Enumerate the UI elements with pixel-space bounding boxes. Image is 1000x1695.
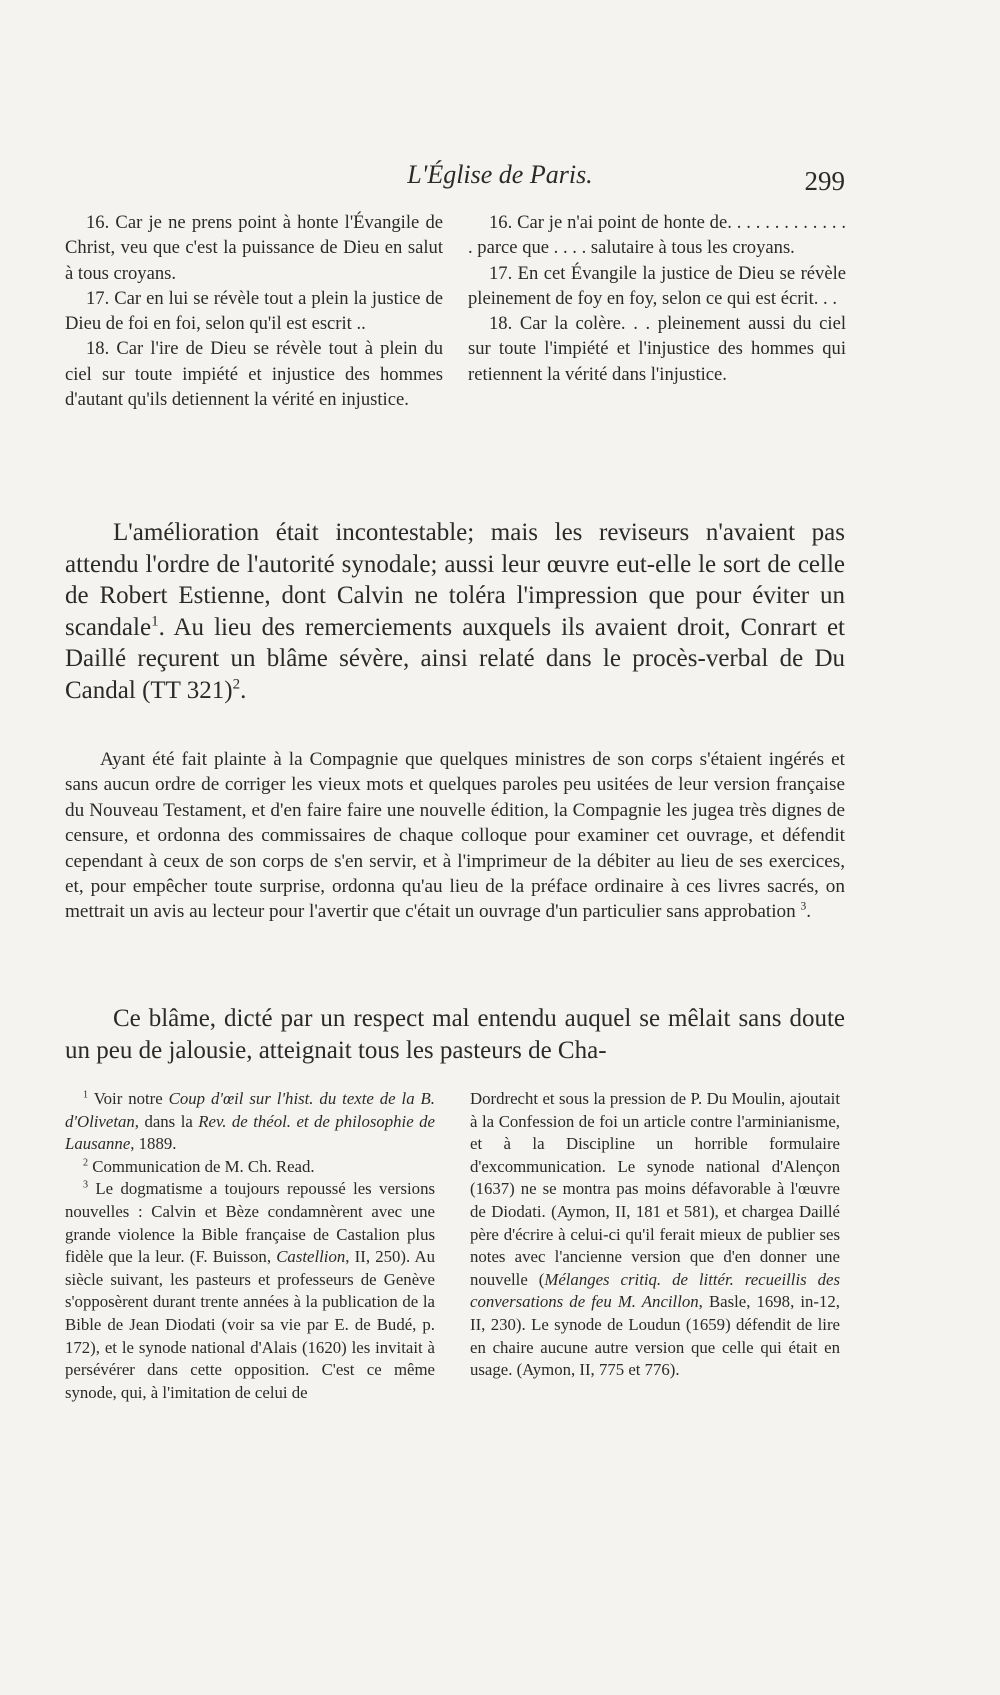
footnote-number: 3 <box>83 1179 89 1191</box>
footnote-text: , 1889. <box>130 1134 177 1154</box>
footnote-ref: 3 <box>800 901 807 914</box>
footnote-3 <box>65 1178 435 1404</box>
footnote-number: 2 <box>83 1157 89 1169</box>
quote-text: Ayant été fait plainte à la Compagnie que quelques ministres de son corps s'étaient ingérés et sans aucun ordre de corriger les vieux mots et quelques paroles peu usitées de leur version française du Nouveau Testament, et d'en faire faire une nouvelle édition, la Compagnie les jugea très dignes de censure, et ordonna des commissaires de chaque colloque pour examiner cet ouvrage, et défendit cependant à ceux de son corps de s'en servir, et à l'imprimeur de la débiter au lieu de ses exercices, et, pour empêcher toute surprise, ordonna qu'au lieu de la préface ordinaire à ces livres sacrés, on mettrait un avis au lecteur pour l'avertir que c'était un ouvrage d'un particulier sans approbation <box>65 749 845 923</box>
paragraph-text: . <box>240 676 247 704</box>
verse-17-right: 17. En cet Évangile la justice de Dieu se révèle pleinement de foy en foy, selon ce qui est écrit. . . <box>468 262 846 309</box>
paragraph-text: . Au lieu des remerciements auxquels ils avaient droit, Conrart et Daillé reçurent un blâme sévère, ainsi relaté dans le procès-verbal de Du Candal (TT 321) <box>65 613 845 704</box>
parallel-text-left-column <box>65 210 443 412</box>
body-paragraph <box>65 517 845 706</box>
footnote-text: , Basle, 1698, in-12, II, 230). Le synode de Loudun (1659) défendit de lire en chaire aucune autre version que celle qui était en usage. (Aymon, II, 775 et 776). <box>470 1292 840 1380</box>
verse-18-left: 18. Car l'ire de Dieu se révèle tout à plein du ciel sur toute impiété et injustice des hommes d'autant qu'ils detiennent la vérité en injustice. <box>65 338 443 411</box>
footnotes-left-column <box>65 1088 435 1404</box>
footnote-text: , dans la <box>134 1111 199 1131</box>
running-title: L'Église de Paris. <box>407 160 593 189</box>
verse-17-left: 17. Car en lui se révèle tout a plein la justice de Dieu de foi en foi, selon qu'il est escrit .. <box>65 287 443 335</box>
quote-text: . <box>806 901 812 923</box>
footnote-1 <box>65 1088 435 1156</box>
footnote-title: Castellion <box>276 1247 346 1267</box>
page-number: 299 <box>804 166 845 196</box>
body-paragraph: Ce blâme, dicté par un respect mal entendu auquel se mêlait sans doute un peu de jalousie, atteignait tous les pasteurs de Cha- <box>65 1005 845 1064</box>
footnote-text: Dordrecht et sous la pression de P. Du Moulin, ajoutait à la Confession de foi un article contre l'arminianisme, et à la Discipline un horrible formulaire d'excommunication. Le synode national d'Alençon (1637) ne se montra pas moins défavorable à l'œuvre de Diodati. (Aymon, II, 181 et 581), et chargea Daillé père d'écrire à celui-ci qu'il ferait mieux de publier ses notes avec l'ancienne version que d'en donner une nouvelle ( <box>470 1089 840 1289</box>
footnote-3-continued <box>470 1088 840 1382</box>
quoted-minutes <box>65 747 845 925</box>
footnote-text: , II, 250). Au siècle suivant, les pasteurs et professeurs de Genève s'opposèrent durant trente années à la publication de la Bible de Jean Diodati (voir sa vie par E. de Budé, p. 172), et le synode national d'Alais (1620) les invitait à persévérer dans cette opposition. C'est ce même synode, qui, à l'imitation de celui de <box>65 1247 435 1402</box>
paragraph-text: L'amélioration était incontestable; mais les reviseurs n'avaient pas attendu l'ordre de l'autorité synodale; aussi leur œuvre eut-elle le sort de celle de Robert Estienne, dont Calvin ne toléra l'impression que pour éviter un scandale <box>65 519 845 641</box>
footnote-title: Mélanges critiq. de littér. recueillis des conversations de feu M. Ancillon <box>470 1269 840 1312</box>
parallel-text-right-column <box>468 210 846 387</box>
footnote-ref: 2 <box>232 676 241 693</box>
footnote-title: Rev. de théol. et de philosophie de Lausanne <box>65 1111 435 1154</box>
footnote-number: 1 <box>83 1089 89 1101</box>
footnote-text: Communication de M. Ch. Read. <box>92 1156 315 1176</box>
footnote-text: Le dogmatisme a toujours repoussé les versions nouvelles : Calvin et Bèze condamnèrent avec une grande violence la Bible française de Castalion plus fidèle que la leur. (F. Buisson, <box>65 1179 435 1267</box>
footnote-text: Voir notre <box>93 1089 169 1108</box>
running-head <box>0 158 1000 198</box>
verse-16-left: 16. Car je ne prens point à honte l'Évangile de Christ, veu que c'est la puissance de Dieu en salut à tous croyans. <box>65 212 443 284</box>
footnotes-right-column <box>470 1088 840 1382</box>
footnote-ref: 1 <box>151 613 159 630</box>
footnote-title: Coup d'œil sur l'hist. du texte de la B. d'Olivetan <box>65 1089 435 1131</box>
footnote-2 <box>65 1156 435 1179</box>
verse-18-right: 18. Car la colère. . . pleinement aussi du ciel sur toute l'impiété et l'injustice des hommes qui retiennent la vérité dans l'injustice. <box>468 313 846 385</box>
verse-16-right: 16. Car je n'ai point de honte de. . . . . . . . . . . . . . parce que . . . . salutaire à tous les croyans. <box>468 212 846 259</box>
